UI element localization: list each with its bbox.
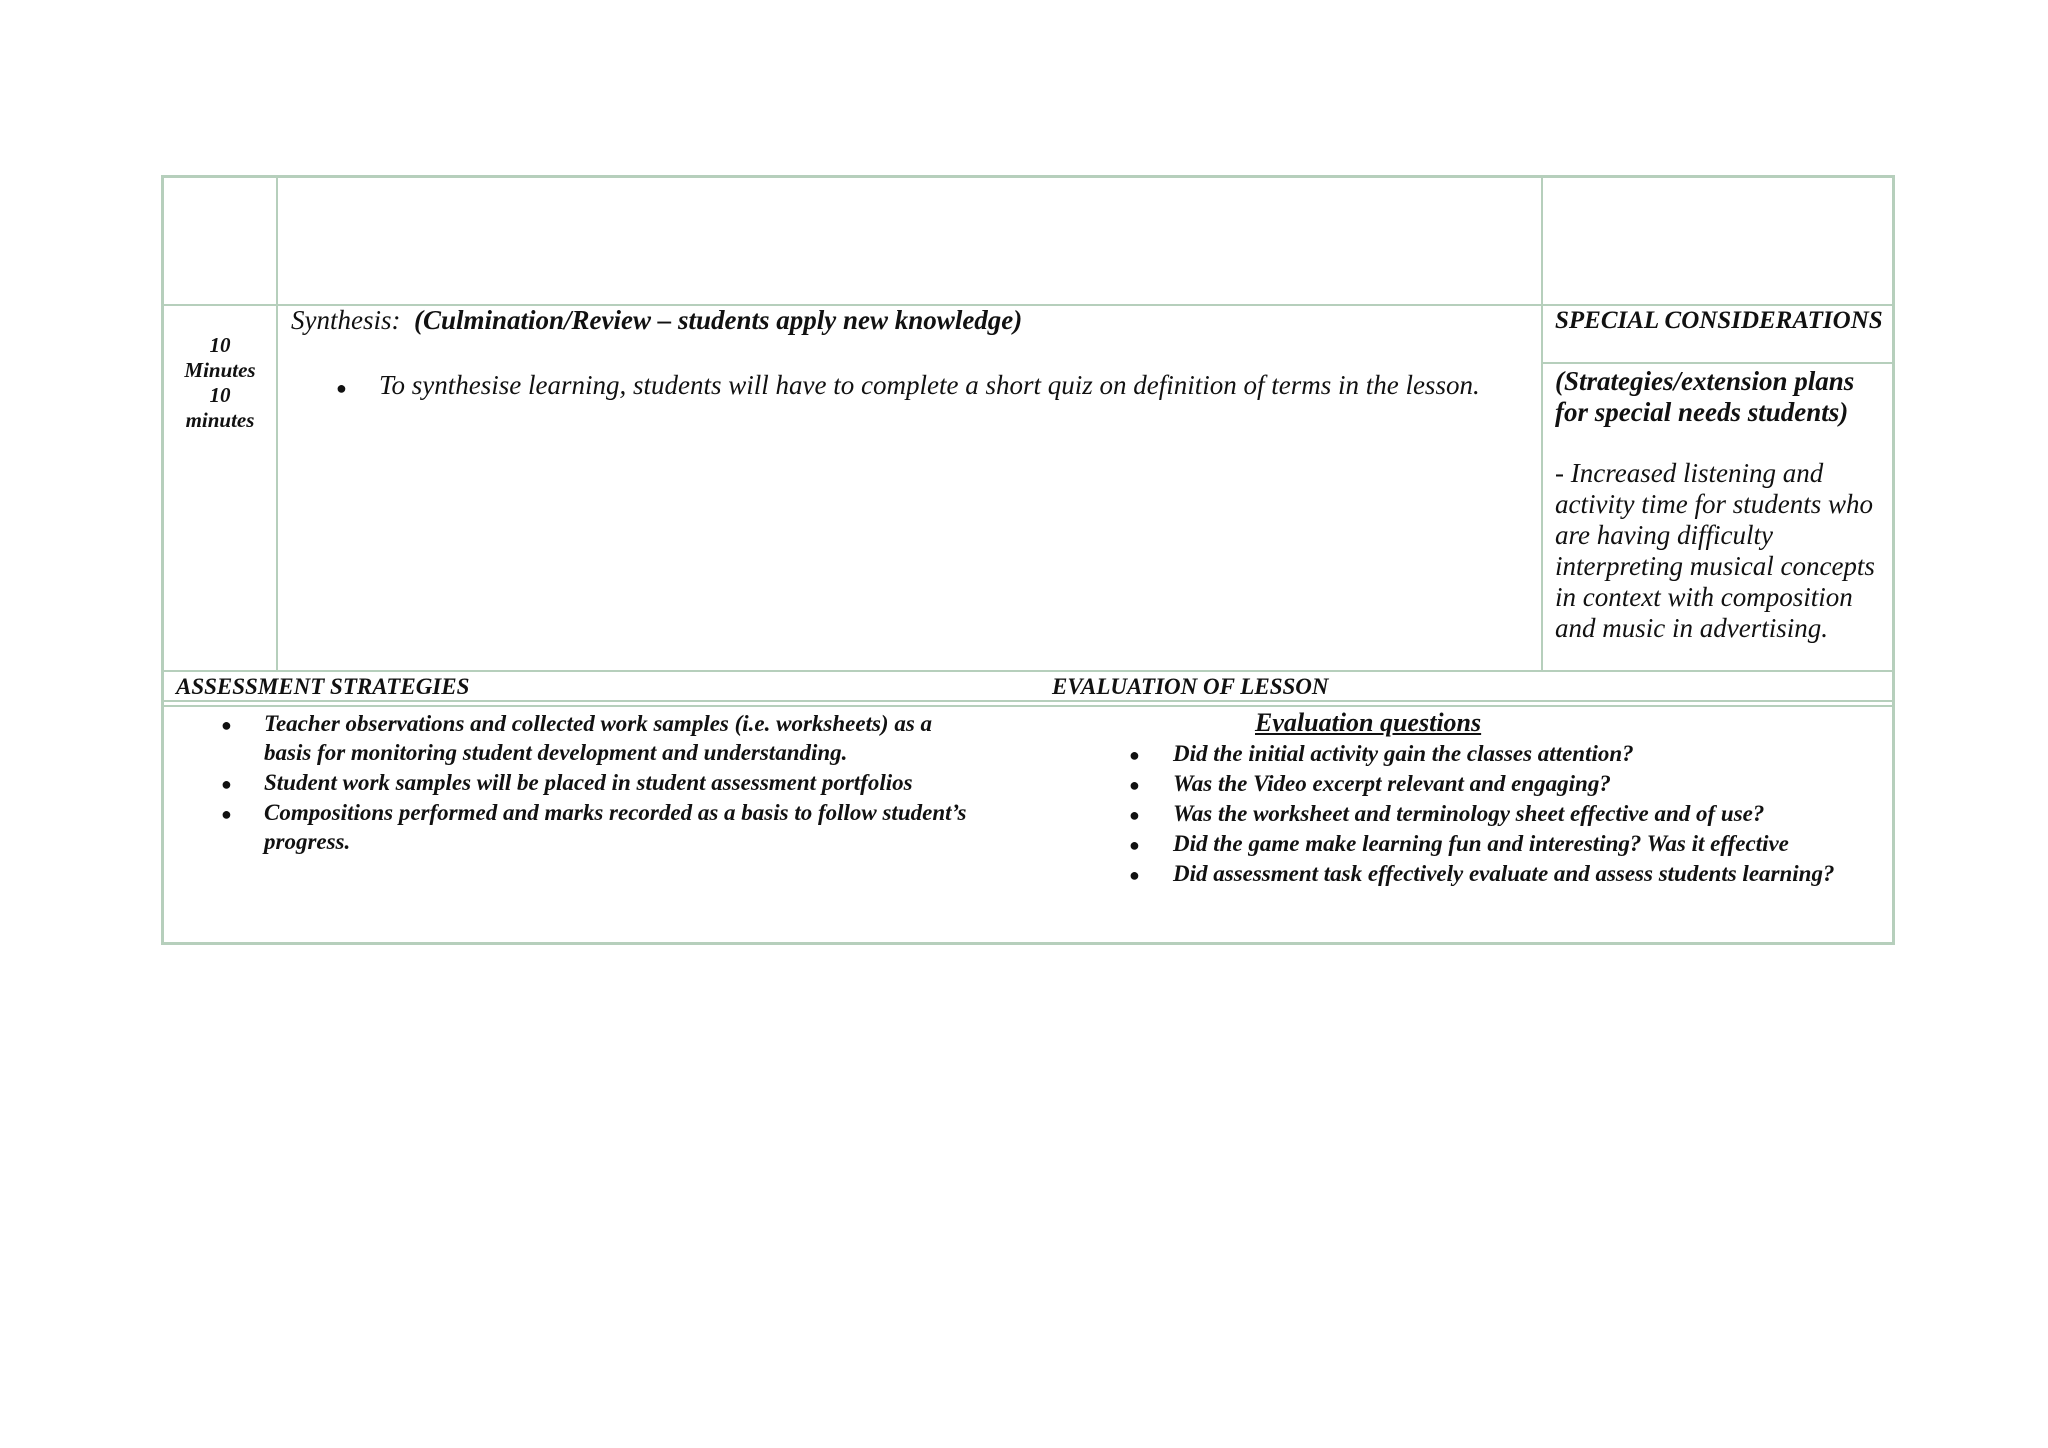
assessment-item: Teacher observations and collected work samples (i.e. worksheets) as a	[264, 711, 933, 736]
synthesis-heading	[291, 305, 1022, 336]
evaluation-heading: EVALUATION OF LESSON	[1052, 674, 1329, 699]
evaluation-questions-title: Evaluation questions	[1255, 708, 1482, 737]
special-needs-line: are having difficulty	[1555, 520, 1773, 550]
row-divider-2	[161, 670, 1895, 672]
bullet-icon: ●	[1129, 865, 1140, 885]
evaluation-question: Did the initial activity gain the classes attention?	[1173, 741, 1634, 766]
special-header-divider	[1541, 362, 1895, 364]
time-unit-2: minutes	[185, 408, 255, 432]
table-border-bottom	[161, 942, 1895, 945]
bullet-icon: ●	[1129, 835, 1140, 855]
assessment-item-cont: progress.	[264, 829, 351, 854]
table-border-top	[161, 175, 1895, 178]
special-needs-body	[1555, 458, 1875, 644]
synthesis-label: Synthesis:	[291, 305, 401, 335]
bullet-icon: ●	[336, 378, 347, 398]
special-needs-line: activity time for students who	[1555, 489, 1873, 519]
evaluation-question: Was the Video excerpt relevant and engaging?	[1173, 771, 1611, 796]
col-divider-time	[276, 175, 278, 671]
special-needs-line: interpreting musical concepts	[1555, 551, 1875, 581]
evaluation-question: Did assessment task effectively evaluate and assess students learning?	[1173, 861, 1835, 886]
time-value-1: 10	[209, 333, 231, 357]
evaluation-question: Was the worksheet and terminology sheet effective and of use?	[1173, 801, 1765, 826]
special-needs-line: - Increased listening and	[1555, 458, 1824, 488]
special-considerations-heading: SPECIAL CONSIDERATIONS	[1555, 307, 1883, 334]
evaluation-question: Did the game make learning fun and interesting? Was it effective	[1173, 831, 1789, 856]
time-value-2: 10	[209, 383, 231, 407]
assessment-item-cont: basis for monitoring student development and understanding.	[264, 740, 848, 765]
assessment-item: Compositions performed and marks recorded as a basis to follow student’s	[264, 800, 967, 825]
table-border-left	[161, 175, 164, 945]
row-divider-3a	[161, 700, 1895, 702]
table-border-right	[1892, 175, 1895, 945]
synthesis-subtitle: (Culmination/Review – students apply new knowledge)	[413, 305, 1023, 335]
bullet-icon: ●	[221, 804, 232, 824]
special-needs-line: and music in advertising.	[1555, 613, 1828, 643]
bullet-icon: ●	[1129, 805, 1140, 825]
synthesis-bullet-text: To synthesise learning, students will have to complete a short quiz on definition of terms in the lesson.	[379, 370, 1480, 400]
time-unit-1: Minutes	[184, 358, 256, 382]
special-needs-line: in context with composition	[1555, 582, 1853, 612]
special-needs-subheading-1: (Strategies/extension plans	[1555, 366, 1855, 396]
special-needs-subheading-2: for special needs students)	[1555, 397, 1849, 427]
bullet-icon: ●	[221, 774, 232, 794]
bullet-icon: ●	[1129, 775, 1140, 795]
bullet-icon: ●	[1129, 745, 1140, 765]
assessment-heading: ASSESSMENT STRATEGIES	[176, 674, 470, 699]
bullet-icon: ●	[221, 715, 232, 735]
row-divider-3b	[161, 705, 1895, 707]
time-cell	[170, 333, 270, 433]
col-divider-special	[1541, 175, 1543, 671]
assessment-item: Student work samples will be placed in student assessment portfolios	[264, 770, 913, 795]
